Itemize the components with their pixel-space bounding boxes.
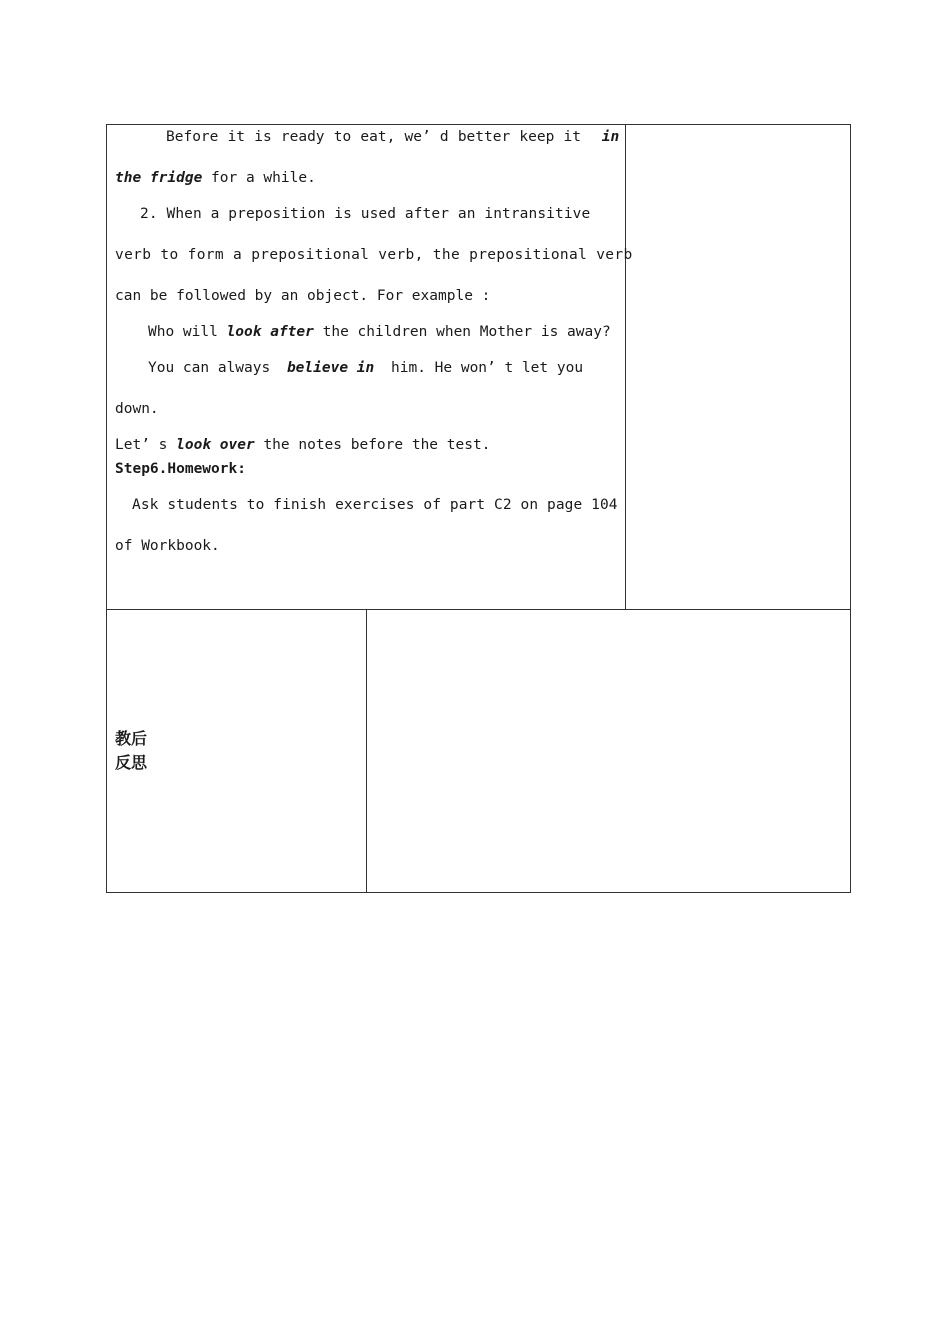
example-2-emphasis: believe in <box>286 360 375 376</box>
table-row <box>107 125 851 610</box>
table-row <box>107 610 851 893</box>
reflection-content-cell[interactable] <box>366 610 851 893</box>
notes-side-cell <box>626 125 851 610</box>
lesson-plan-table <box>106 124 851 893</box>
example-2 <box>115 360 617 380</box>
para2-line3: can be followed by an object. For example : <box>115 288 491 304</box>
para1-emphasis-in: in <box>601 129 620 145</box>
example-3-pre: Let’ s <box>115 437 168 453</box>
example-1-emphasis: look after <box>226 324 314 340</box>
para1-text-b: for a while. <box>211 170 316 186</box>
example-2-pre: You can always <box>148 360 271 376</box>
example-3-post: the notes before the test. <box>263 437 491 453</box>
example-3 <box>115 437 617 457</box>
reflection-label-line1: 教后 <box>115 729 148 748</box>
example-3-emphasis: look over <box>176 437 255 453</box>
example-1-pre: Who will <box>148 324 218 340</box>
reflection-label-line2: 反思 <box>115 753 148 772</box>
para1-line1 <box>115 129 620 149</box>
para1-emphasis-fridge: the fridge <box>115 170 203 186</box>
example-1-post: the children when Mother is away? <box>322 324 611 340</box>
para1-text-a: Before it is ready to eat, we’ d better keep it <box>166 129 581 145</box>
para2-line1: 2. When a preposition is used after an intransitive <box>140 206 591 222</box>
para1-line2 <box>115 170 617 190</box>
example-2-continuation: down. <box>115 401 159 417</box>
homework-heading: Step6.Homework: <box>115 461 246 477</box>
example-1 <box>115 324 617 344</box>
homework-line2: of Workbook. <box>115 538 220 554</box>
example-2-post: him. He won’ t let you <box>391 360 584 376</box>
lesson-content-cell <box>107 125 633 610</box>
para2-line2: verb to form a prepositional verb, the prepositional verb <box>115 247 633 263</box>
homework-line1: Ask students to finish exercises of part C2 on page 104 <box>132 497 618 513</box>
reflection-label-cell <box>107 610 367 893</box>
